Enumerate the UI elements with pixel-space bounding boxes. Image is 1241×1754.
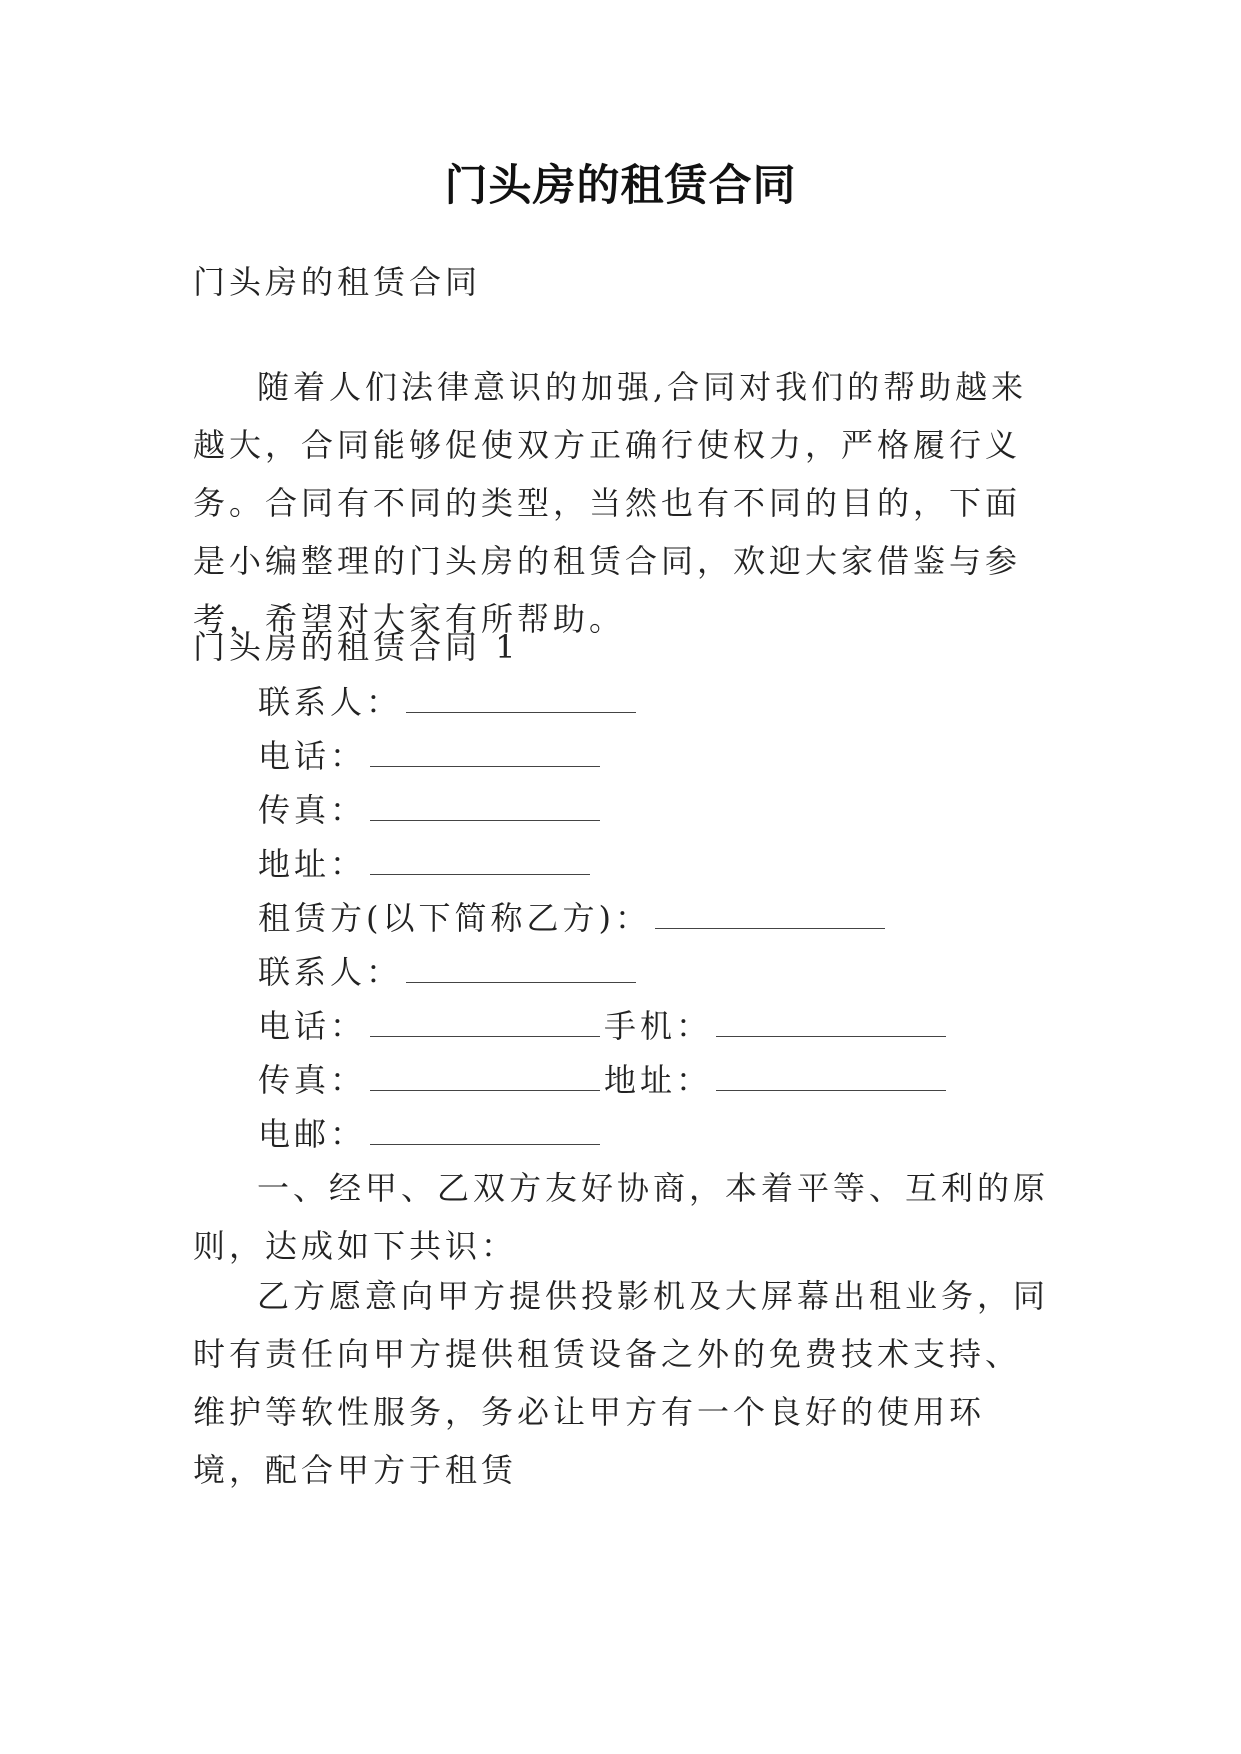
field-row-fax-address — [258, 1051, 950, 1109]
clause-1-text: 一、经甲、乙双方友好协商，本着平等、互利的原则，达成如下共识： — [193, 1169, 1050, 1265]
fax-blank-line — [370, 1060, 600, 1091]
contact-blank-line — [406, 952, 636, 983]
address-label: 地址： — [604, 1061, 713, 1099]
field-row-fax-1 — [258, 781, 604, 839]
field-row-contact-2 — [258, 943, 640, 1001]
intro-text: 随着人们法律意识的加强,合同对我们的帮助越来越大，合同能够促使双方正确行使权力，严格履行义务。合同有不同的类型，当然也有不同的目的，下面是小编整理的门头房的租赁合同，欢迎大家借鉴与参考，希望对大家有所帮助。 — [193, 368, 1028, 638]
address-label: 地址： — [258, 845, 367, 883]
field-row-address-1 — [258, 835, 594, 893]
lessee-label: 租赁方(以下简称乙方)： — [258, 899, 651, 937]
document-title: 门头房的租赁合同 — [444, 161, 797, 211]
clause-body-paragraph — [193, 1267, 1053, 1499]
field-row-email — [258, 1105, 604, 1163]
email-label: 电邮： — [258, 1115, 367, 1153]
contact-label: 联系人： — [258, 953, 403, 991]
field-row-phone-1 — [258, 727, 604, 785]
phone-label: 电话： — [258, 737, 367, 775]
address-blank-line — [370, 844, 590, 875]
phone-label: 电话： — [258, 1007, 367, 1045]
mobile-label: 手机： — [604, 1007, 713, 1045]
contact-label: 联系人： — [258, 683, 403, 721]
phone-blank-line — [370, 1006, 600, 1037]
fax-label: 传真： — [258, 1061, 367, 1099]
email-blank-line — [370, 1114, 600, 1145]
contact-blank-line — [406, 682, 636, 713]
field-row-lessee — [258, 889, 889, 947]
field-row-phone-mobile — [258, 997, 950, 1055]
clause-1-paragraph — [193, 1159, 1053, 1275]
lessee-blank-line — [655, 898, 885, 929]
mobile-blank-line — [716, 1006, 946, 1037]
intro-paragraph — [193, 358, 1053, 648]
clause-body-text: 乙方愿意向甲方提供投影机及大屏幕出租业务，同时有责任向甲方提供租赁设备之外的免费技术支持、维护等软性服务，务必让甲方有一个良好的使用环境，配合甲方于租赁 — [193, 1277, 1050, 1489]
field-row-contact-1 — [258, 673, 640, 731]
section-heading: 门头房的租赁合同 1 — [193, 628, 520, 666]
phone-blank-line — [370, 736, 600, 767]
fax-blank-line — [370, 790, 600, 821]
fax-label: 传真： — [258, 791, 367, 829]
address-blank-line — [716, 1060, 946, 1091]
document-subtitle: 门头房的租赁合同 — [193, 263, 482, 301]
